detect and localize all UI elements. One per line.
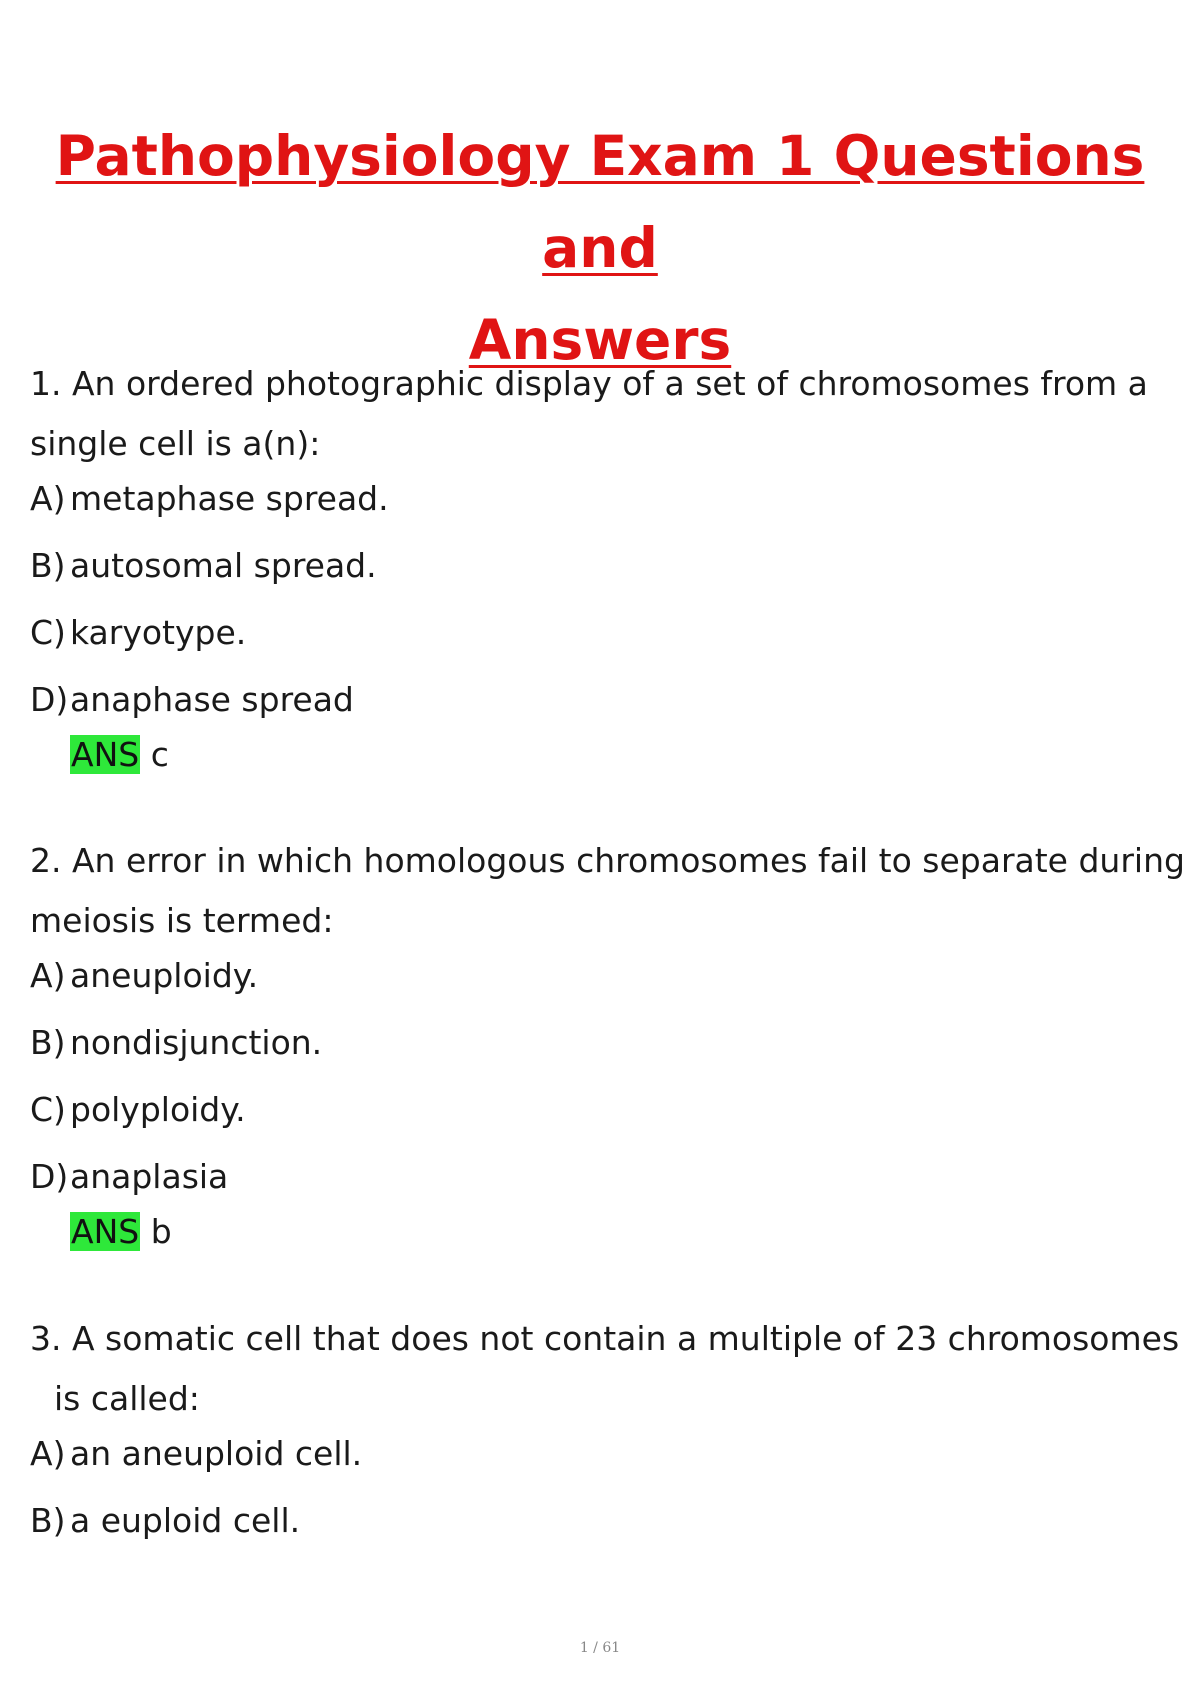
question-2-stem [30, 831, 1185, 951]
answer-value: b [150, 1212, 172, 1251]
title-line-2: Answers [468, 308, 732, 372]
question-3 [30, 1309, 1185, 1538]
option-c [30, 1090, 1185, 1129]
question-3-stem-line-2: is called: [54, 1379, 200, 1418]
answer-value: c [150, 735, 169, 774]
option-text: anaplasia [70, 1157, 229, 1196]
option-letter: A) [30, 956, 66, 995]
option-text: a euploid cell. [70, 1501, 301, 1540]
question-3-stem-line-1: 3. A somatic cell that does not contain a multiple of 23 chromosomes [30, 1319, 1180, 1358]
option-text: autosomal spread. [70, 546, 377, 585]
question-3-stem [30, 1309, 1185, 1429]
option-b [30, 546, 1185, 585]
option-c [30, 613, 1185, 652]
page-indicator: 1 / 61 [579, 1640, 621, 1656]
option-text: karyotype. [70, 613, 247, 652]
question-1-stem [30, 354, 1185, 474]
title-line-1: Pathophysiology Exam 1 Questions and [55, 124, 1145, 280]
option-letter: B) [30, 1501, 66, 1540]
option-letter: C) [30, 613, 66, 652]
option-letter: B) [30, 1023, 66, 1062]
option-letter: B) [30, 546, 66, 585]
question-2-stem-line-1: 2. An error in which homologous chromosomes fail to separate during [30, 841, 1185, 880]
document-title [40, 110, 1160, 386]
question-1-stem-line-1: 1. An ordered photographic display of a set of chromosomes from a [30, 364, 1148, 403]
option-d [30, 1157, 1185, 1196]
option-text: anaphase spread [70, 680, 354, 719]
option-d [30, 680, 1185, 719]
option-a [30, 956, 1185, 995]
option-letter: A) [30, 1434, 66, 1473]
option-letter: D) [30, 680, 69, 719]
question-1-options [30, 479, 1185, 719]
option-text: polyploidy. [70, 1090, 246, 1129]
answer-tag: ANS [71, 735, 140, 774]
option-text: nondisjunction. [70, 1023, 323, 1062]
answer-tag: ANS [71, 1212, 140, 1251]
option-letter: C) [30, 1090, 66, 1129]
question-3-options [30, 1434, 1185, 1540]
question-1 [30, 354, 1185, 774]
question-2 [30, 831, 1185, 1251]
option-letter: D) [30, 1157, 69, 1196]
option-b [30, 1023, 1185, 1062]
question-2-answer [70, 1213, 1185, 1251]
option-b [30, 1501, 1185, 1540]
option-a [30, 1434, 1185, 1473]
option-text: aneuploidy. [70, 956, 259, 995]
question-2-options [30, 956, 1185, 1196]
option-a [30, 479, 1185, 518]
question-1-stem-line-2: single cell is a(n): [30, 424, 321, 463]
question-1-answer [70, 736, 1185, 774]
option-text: an aneuploid cell. [70, 1434, 363, 1473]
question-2-stem-line-2: meiosis is termed: [30, 901, 334, 940]
option-letter: A) [30, 479, 66, 518]
option-text: metaphase spread. [70, 479, 389, 518]
